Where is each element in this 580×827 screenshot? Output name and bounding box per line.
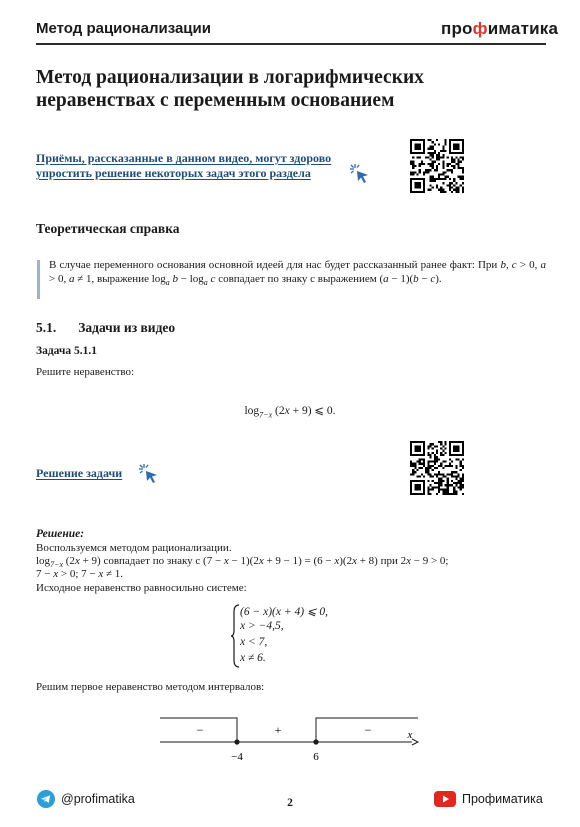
- youtube-link[interactable]: [434, 791, 543, 807]
- system-line: x < 7,: [240, 636, 268, 648]
- header-divider: [36, 43, 546, 45]
- solution-line: $\log_{7-x} (2x + 9)$ совпадает по знаку с (7 − x − 1)(2x + 9 − 1) = (6 − x)(2x + 8) при 2x − 9 > 0;: [36, 555, 449, 570]
- solution-line: Решим первое неравенство методом интервалов:: [36, 681, 265, 693]
- video-link[interactable]: Приёмы, рассказанные в данном видео, могут здорово упростить решение некоторых задач этого раздела: [36, 151, 332, 180]
- youtube-channel: Профиматика: [462, 792, 543, 806]
- theory-quote: В случае переменного основания основной идеей для нас будет рассказанный ранее факт: При b, c > 0, a > 0, a ≠ 1, выражение $\log_a b - \log_a c$ совпадает по знаку с выражением (a − 1)(b − c).: [49, 259, 546, 288]
- task-text: Решите неравенство:: [36, 366, 135, 378]
- quote-bar: [37, 260, 40, 299]
- sign-label: +: [274, 723, 282, 737]
- sign-label: −: [364, 723, 372, 737]
- click-cursor-icon[interactable]: [349, 163, 371, 185]
- solution-line: Воспользуемся методом рационализации.: [36, 542, 232, 554]
- system-line: (6 − x)(x + 4) ⩽ 0,: [240, 606, 329, 618]
- system-line: x > −4,5,: [240, 620, 284, 632]
- solution-line: 7 − x > 0; 7 − x ≠ 1.: [36, 568, 124, 580]
- point-label: −4: [231, 751, 243, 763]
- interval-diagram: [160, 712, 422, 767]
- section-title: Задачи из видео: [78, 320, 176, 335]
- qr-code-icon[interactable]: [410, 441, 464, 495]
- brace-icon: [230, 604, 240, 668]
- task-formula: $\log_{7-x} (2x + 9)$ ⩽ 0.: [244, 405, 336, 420]
- point-marker: [313, 739, 318, 744]
- system-line: x ≠ 6.: [240, 652, 266, 664]
- solution-heading: Решение:: [36, 528, 85, 540]
- theory-heading: Теоретическая справка: [36, 221, 180, 236]
- task-heading: Задача 5.1.1: [36, 345, 98, 357]
- page-title: Метод рационализации в логарифмических неравенствах с переменным основанием: [36, 67, 424, 111]
- solution-line: Исходное неравенство равносильно системе:: [36, 582, 247, 594]
- section-number: 5.1.: [36, 320, 57, 335]
- telegram-handle: @profimatika: [61, 792, 135, 806]
- click-cursor-icon[interactable]: [138, 463, 160, 485]
- qr-code-icon[interactable]: [410, 139, 464, 193]
- inequality-system: [230, 604, 370, 668]
- sign-label: −: [196, 723, 204, 737]
- point-marker: [234, 739, 239, 744]
- section-heading: [36, 320, 175, 336]
- page-number: 2: [287, 797, 293, 809]
- youtube-icon: [434, 791, 456, 807]
- axis-arrow: [412, 739, 418, 745]
- axis-label: x: [407, 729, 413, 741]
- brand-logo: профиматика: [441, 19, 559, 38]
- point-label: 6: [313, 751, 319, 763]
- solution-link[interactable]: Решение задачи: [36, 466, 123, 480]
- header-title: Метод рационализации: [36, 20, 211, 37]
